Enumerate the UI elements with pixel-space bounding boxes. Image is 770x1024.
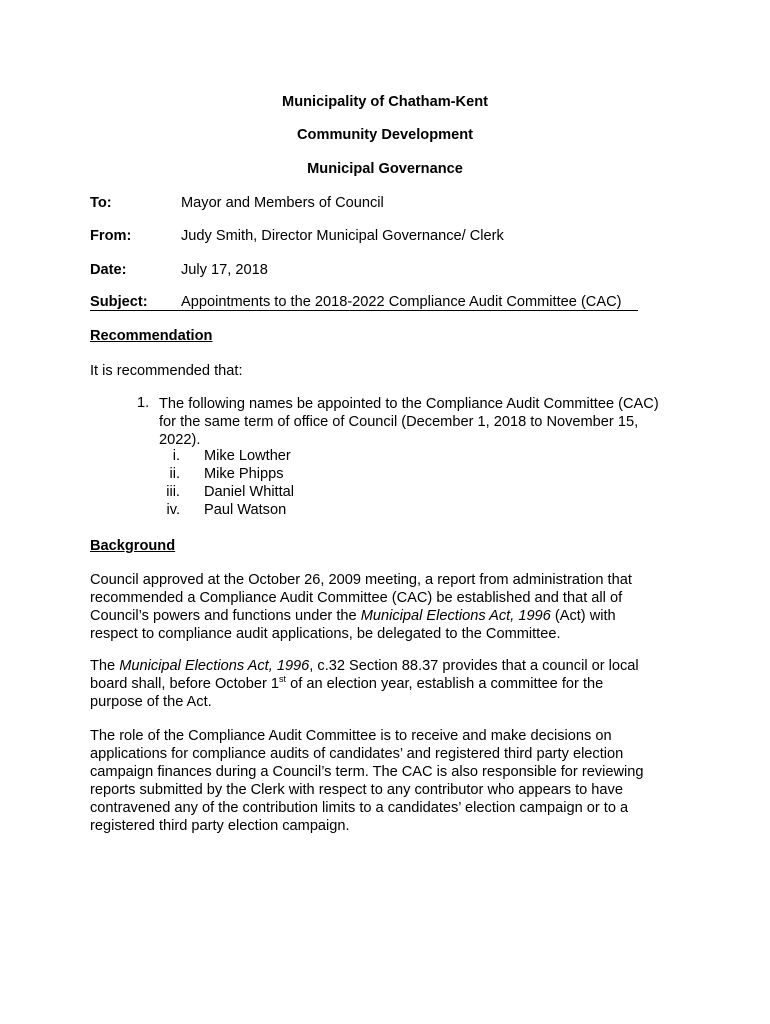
para-line: Council approved at the October 26, 2009 meeting, a report from administration that bbox=[90, 572, 632, 588]
item-line: The following names be appointed to the Compliance Audit Committee (CAC) bbox=[159, 396, 659, 412]
para-line: reports submitted by the Clerk with respect to any contributor who appears to have bbox=[90, 782, 623, 798]
from-label: From: bbox=[90, 228, 132, 244]
from-value: Judy Smith, Director Municipal Governance/ Clerk bbox=[181, 228, 504, 244]
background-paragraph-2 bbox=[90, 657, 690, 711]
header-division: Municipal Governance bbox=[307, 161, 463, 177]
header-municipality: Municipality of Chatham-Kent bbox=[282, 94, 488, 110]
subject-label: Subject: bbox=[90, 294, 148, 310]
appointee-name: Mike Phipps bbox=[204, 466, 284, 482]
para-line: respect to compliance audit applications, be delegated to the Committee. bbox=[90, 626, 561, 642]
appointee-name: Daniel Whittal bbox=[204, 484, 295, 500]
item-line: 2022). bbox=[159, 432, 201, 448]
para-line: registered third party election campaign. bbox=[90, 818, 350, 834]
recommendation-heading: Recommendation bbox=[90, 328, 213, 344]
date-label: Date: bbox=[90, 262, 127, 278]
item-text bbox=[159, 395, 689, 449]
act-title: Municipal Elections Act, 1996 bbox=[360, 608, 551, 624]
name-numeral: iv. bbox=[166, 502, 180, 518]
name-numeral: ii. bbox=[169, 466, 180, 482]
to-value: Mayor and Members of Council bbox=[181, 195, 384, 211]
para-line: purpose of the Act. bbox=[90, 694, 212, 710]
subject-divider bbox=[90, 310, 638, 311]
name-numeral: i. bbox=[172, 448, 180, 464]
para-line: recommended a Compliance Audit Committee (CAC) be established and that all of bbox=[90, 590, 623, 606]
para-line: Council’s powers and functions under the Municipal Elections Act, 1996 (Act) with bbox=[90, 608, 616, 624]
appointee-name: Paul Watson bbox=[204, 502, 287, 518]
appointee-name: Mike Lowther bbox=[204, 448, 291, 464]
act-title: Municipal Elections Act, 1996 bbox=[119, 658, 310, 674]
para-line: campaign finances during a Council’s term. The CAC is also responsible for reviewing bbox=[90, 764, 644, 780]
para-line: The role of the Compliance Audit Committee is to receive and make decisions on bbox=[90, 728, 612, 744]
item-number: 1. bbox=[137, 395, 150, 411]
date-value: July 17, 2018 bbox=[181, 262, 268, 278]
para-line: applications for compliance audits of candidates’ and registered third party election bbox=[90, 746, 624, 762]
para-line: The Municipal Elections Act, 1996, c.32 Section 88.37 provides that a council or local bbox=[90, 658, 639, 674]
background-paragraph-3 bbox=[90, 727, 690, 835]
to-label: To: bbox=[90, 195, 112, 211]
para-line: board shall, before October 1st of an election year, establish a committee for the bbox=[90, 674, 604, 692]
background-paragraph-1 bbox=[90, 571, 690, 643]
background-heading: Background bbox=[90, 538, 176, 554]
recommendation-intro: It is recommended that: bbox=[90, 363, 243, 379]
subject-value: Appointments to the 2018-2022 Compliance Audit Committee (CAC) bbox=[181, 294, 622, 310]
header-department: Community Development bbox=[297, 127, 473, 143]
name-numeral: iii. bbox=[166, 484, 180, 500]
para-line: contravened any of the contribution limits to a candidates’ election campaign or to a bbox=[90, 800, 629, 816]
item-line: for the same term of office of Council (December 1, 2018 to November 15, bbox=[159, 414, 639, 430]
